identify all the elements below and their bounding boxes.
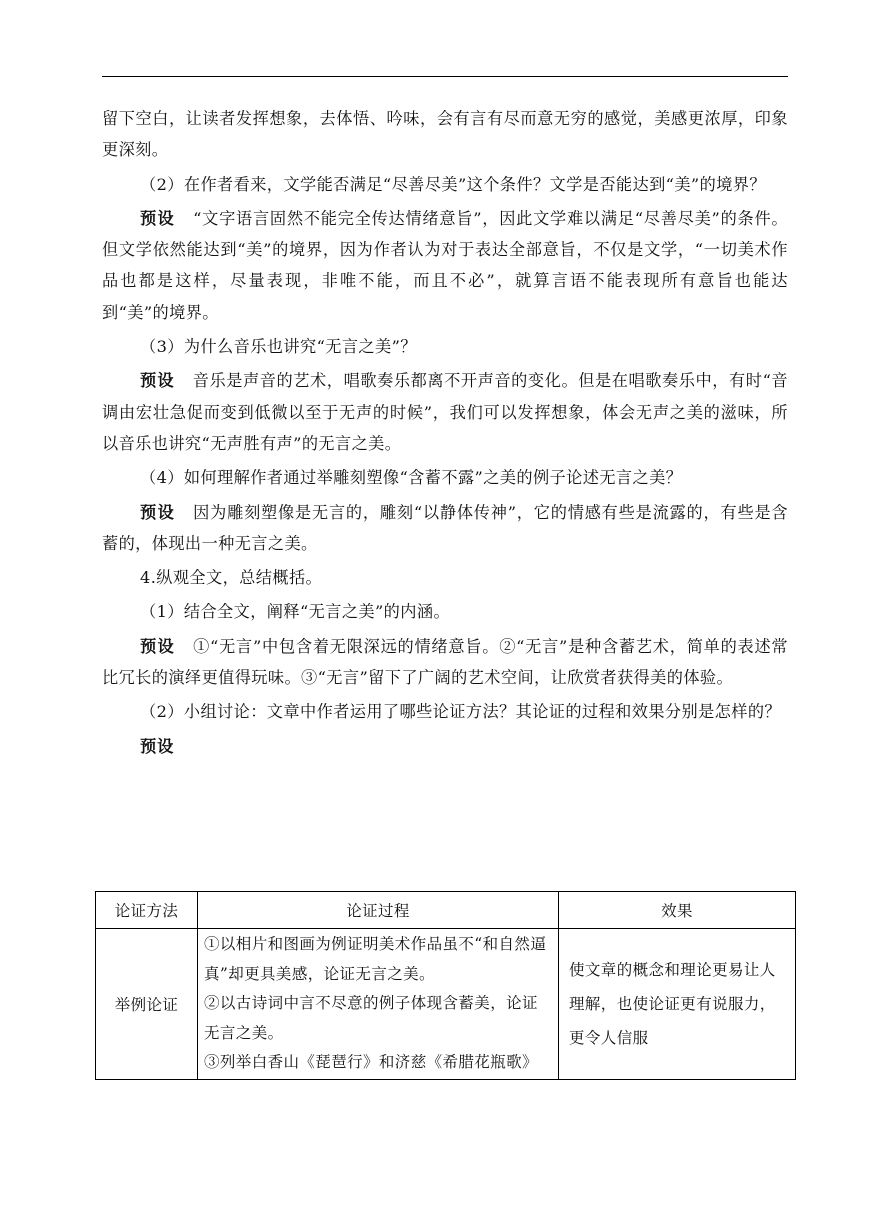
question-3: [102, 331, 788, 362]
cell-effect: 使文章的概念和理论更易让人理解，也使论证更有说服力，更令人信服: [559, 929, 796, 1080]
question-text: （1）结合全文，阐释“无言之美”的内涵。: [140, 602, 451, 622]
answer-text: ①“无言”中包含着无限深远的情绪意旨。②“无言”是种含蓄艺术，简单的表述常比冗长的演绎更值得玩味。③“无言”留下了广阔的艺术空间，让欣赏者获得美的体验。: [102, 636, 788, 688]
answer-text: “文字语言固然不能完全传达情绪意旨”，因此文学难以满足“尽善尽美”的条件。但文学依然能达到“美”的境界，因为作者认为对于表达全部意旨，不仅是文学，“一切美术作品也都是这样，尽量表现，非唯不能，而且不必”，就算言语不能表现所有意旨也能达到“美”的境界。: [102, 208, 788, 322]
answer-text: 因为雕刻塑像是无言的，雕刻“以静体传神”，它的情感有些是流露的，有些是含蓄的，体现出一种无言之美。: [102, 502, 789, 553]
question-text: （3）为什么音乐也讲究“无言之美”？: [140, 337, 417, 357]
section-4-heading: [102, 562, 788, 593]
process-item-1: ①以相片和图画为例证明美术作品虽不“和自然逼真”却更具美感，论证无言之美。: [204, 935, 547, 983]
question-text: （4）如何理解作者通过举雕刻塑像“含蓄不露”之美的例子论述无言之美？: [140, 468, 683, 488]
header-effect: 效果: [559, 892, 796, 929]
cell-process: [198, 929, 559, 1080]
header-method: 论证方法: [96, 892, 198, 929]
paragraph-text: 留下空白，让读者发挥想象，去体悟、吟味，会有言有尽而意无穷的感觉，美感更浓厚，印象更深刻。: [102, 109, 788, 160]
question-4: [102, 462, 788, 493]
answer-6: [102, 731, 788, 762]
header-rule: [102, 76, 788, 77]
section-heading-text: 4.纵观全文，总结概括。: [140, 568, 323, 588]
answer-5: [102, 631, 788, 694]
question-2: [102, 169, 788, 200]
preset-label: 预设: [140, 736, 175, 756]
header-process: 论证过程: [198, 892, 559, 929]
question-6: [102, 696, 788, 727]
question-text: （2）在作者看来，文学能否满足“尽善尽美”这个条件？文学是否能达到“美”的境界？: [140, 174, 766, 194]
preset-label: 预设: [140, 208, 176, 228]
question-5: [102, 596, 788, 627]
answer-4: [102, 497, 788, 560]
table-header-row: [96, 892, 796, 929]
preset-label: 预设: [140, 636, 176, 656]
process-item-2: ②以古诗词中言不尽意的例子体现含蓄美，论证无言之美。: [204, 994, 538, 1042]
argument-methods-table: [95, 891, 795, 1080]
cell-method: 举例论证: [96, 929, 198, 1080]
answer-2: [102, 203, 788, 328]
table-row: [96, 929, 796, 1080]
preset-label: 预设: [140, 371, 175, 391]
document-body: [102, 103, 788, 765]
answer-3: [102, 365, 788, 459]
paragraph-continuation: [102, 103, 788, 166]
preset-label: 预设: [140, 502, 176, 522]
question-text: （2）小组讨论：文章中作者运用了哪些论证方法？其论证的过程和效果分别是怎样的？: [140, 702, 782, 722]
process-item-3: ③列举白香山《琵琶行》和济慈《希腊花瓶歌》: [204, 1053, 538, 1072]
answer-text: 音乐是声音的艺术，唱歌奏乐都离不开声音的变化。但是在唱歌奏乐中，有时“音调由宏壮急促而变到低微以至于无声的时候”，我们可以发挥想象，体会无声之美的滋味，所以音乐也讲究“无声胜有声”的无言之美。: [102, 371, 788, 453]
